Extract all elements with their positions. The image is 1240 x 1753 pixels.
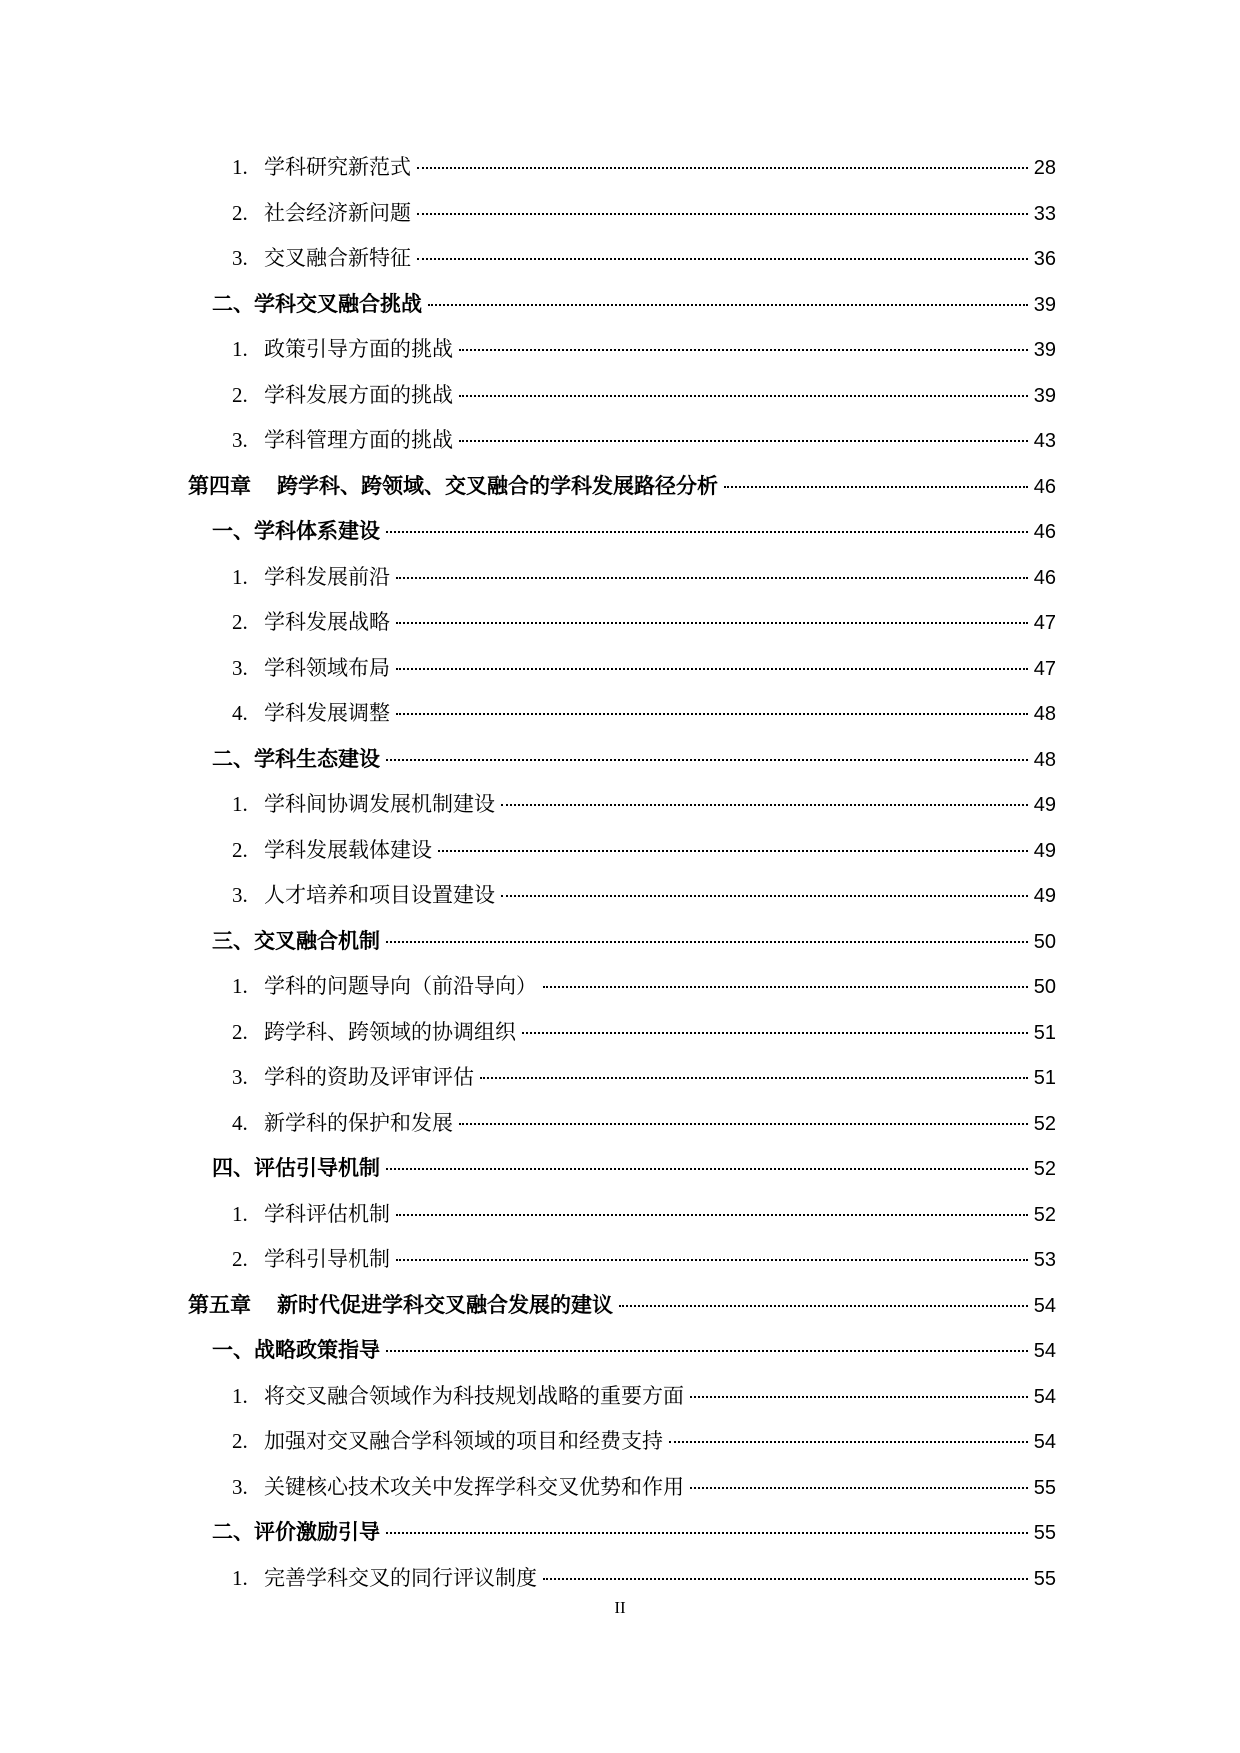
toc-entry-title: 学科间协调发展机制建设 (264, 792, 495, 816)
dot-leader (459, 395, 1028, 397)
toc-subsection-entry[interactable] (232, 555, 1056, 601)
dot-leader (438, 850, 1028, 852)
toc-entry-title: 评价激励引导 (254, 1520, 380, 1544)
toc-entry-title: 评估引导机制 (254, 1156, 380, 1180)
toc-entry-page: 49 (1033, 839, 1056, 862)
toc-entry-number: 2. (232, 382, 248, 407)
dot-leader (459, 440, 1028, 442)
dot-leader (386, 531, 1028, 533)
toc-entry-title: 社会经济新问题 (264, 200, 411, 225)
toc-entry-title: 人才培养和项目设置建设 (264, 883, 495, 907)
dot-leader (543, 1578, 1028, 1580)
toc-entry-title: 加强对交叉融合学科领域的项目和经费支持 (264, 1429, 663, 1453)
toc-subsection-entry[interactable] (232, 964, 1056, 1010)
toc-entry-number: 一、 (212, 519, 254, 543)
toc-subsection-entry[interactable] (232, 600, 1056, 646)
toc-entry-number: 二、 (212, 746, 254, 771)
toc-entry-title: 学科交叉融合挑战 (254, 291, 422, 316)
toc-entry-title: 新时代促进学科交叉融合发展的建议 (277, 1292, 613, 1317)
toc-entry-title: 学科管理方面的挑战 (264, 428, 453, 452)
toc-entry-page: 48 (1033, 748, 1056, 771)
dot-leader (690, 1487, 1028, 1489)
toc-chapter-entry[interactable] (188, 1283, 1056, 1329)
toc-entry-title: 跨学科、跨领域的协调组织 (264, 1019, 516, 1044)
toc-entry-title: 将交叉融合领域作为科技规划战略的重要方面 (264, 1383, 684, 1408)
toc-section-entry[interactable] (212, 1146, 1056, 1192)
toc-entry-title: 新学科的保护和发展 (264, 1110, 453, 1135)
dot-leader (396, 713, 1028, 715)
toc-entry-page: 46 (1033, 475, 1056, 498)
dot-leader (386, 1532, 1028, 1534)
toc-subsection-entry[interactable] (232, 1010, 1056, 1056)
toc-entry-title: 学科发展调整 (264, 701, 390, 725)
toc-entry-page: 43 (1033, 430, 1056, 452)
toc-entry-page: 53 (1033, 1249, 1056, 1271)
toc-entry-title: 学科发展战略 (264, 610, 390, 634)
toc-entry-number: 3. (232, 246, 248, 270)
toc-entry-page: 46 (1033, 566, 1056, 589)
toc-entry-number: 3. (232, 428, 248, 452)
toc-subsection-entry[interactable] (232, 1374, 1056, 1420)
toc-subsection-entry[interactable] (232, 1237, 1056, 1283)
toc-subsection-entry[interactable] (232, 1419, 1056, 1465)
toc-subsection-entry[interactable] (232, 646, 1056, 692)
toc-subsection-entry[interactable] (232, 327, 1056, 373)
dot-leader (501, 804, 1028, 806)
dot-leader (386, 1168, 1028, 1170)
toc-entry-title: 交叉融合新特征 (264, 246, 411, 270)
dot-leader (480, 1077, 1028, 1079)
toc-subsection-entry[interactable] (232, 1465, 1056, 1511)
toc-entry-page: 51 (1033, 1067, 1056, 1089)
dot-leader (690, 1396, 1028, 1398)
toc-entry-number: 2. (232, 1429, 248, 1453)
toc-entry-number: 1. (232, 564, 248, 589)
toc-subsection-entry[interactable] (232, 691, 1056, 737)
toc-entry-number: 2. (232, 837, 248, 862)
toc-entry-page: 54 (1033, 1294, 1056, 1317)
toc-entry-page: 49 (1033, 885, 1056, 907)
toc-entry-number: 一、 (212, 1338, 254, 1362)
toc-section-entry[interactable] (212, 282, 1056, 328)
toc-entry-page: 47 (1033, 657, 1056, 680)
toc-entry-page: 51 (1033, 1021, 1056, 1044)
dot-leader (724, 486, 1028, 488)
toc-entry-title: 学科评估机制 (264, 1201, 390, 1226)
toc-section-entry[interactable] (212, 1510, 1056, 1556)
toc-subsection-entry[interactable] (232, 1192, 1056, 1238)
toc-entry-number: 1. (232, 974, 248, 998)
toc-entry-page: 33 (1033, 202, 1056, 225)
toc-entry-number: 3. (232, 1065, 248, 1089)
dot-leader (417, 258, 1028, 260)
toc-subsection-entry[interactable] (232, 145, 1056, 191)
toc-entry-title: 关键核心技术攻关中发挥学科交叉优势和作用 (264, 1474, 684, 1499)
page-number: II (614, 1598, 626, 1617)
dot-leader (396, 1259, 1028, 1261)
dot-leader (386, 1350, 1028, 1352)
dot-leader (386, 941, 1028, 943)
dot-leader (386, 759, 1028, 761)
toc-entry-number: 2. (232, 610, 248, 634)
toc-entry-page: 54 (1033, 1431, 1056, 1453)
toc-entry-number: 四、 (212, 1156, 254, 1180)
dot-leader (396, 668, 1028, 670)
toc-entry-number: 2. (232, 1247, 248, 1271)
toc-subsection-entry[interactable] (232, 782, 1056, 828)
dot-leader (459, 349, 1028, 351)
toc-entry-page: 55 (1033, 1476, 1056, 1499)
dot-leader (396, 577, 1028, 579)
toc-entry-number: 1. (232, 1201, 248, 1226)
toc-entry-page: 39 (1033, 339, 1056, 361)
toc-entry-page: 28 (1033, 157, 1056, 179)
toc-entry-page: 49 (1033, 794, 1056, 816)
dot-leader (459, 1123, 1028, 1125)
toc-entry-page: 55 (1033, 1567, 1056, 1590)
dot-leader (543, 986, 1028, 988)
dot-leader (428, 304, 1028, 306)
toc-section-entry[interactable] (212, 919, 1056, 965)
toc-entry-page: 39 (1033, 293, 1056, 316)
toc-subsection-entry[interactable] (232, 236, 1056, 282)
dot-leader (619, 1305, 1028, 1307)
toc-subsection-entry[interactable] (232, 828, 1056, 874)
toc-entry-number: 1. (232, 337, 248, 361)
toc-entry-page: 55 (1033, 1522, 1056, 1544)
toc-entry-number: 3. (232, 1474, 248, 1499)
toc-entry-number: 3. (232, 883, 248, 907)
toc-entry-number: 1. (232, 1565, 248, 1590)
toc-entry-number: 二、 (212, 291, 254, 316)
dot-leader (396, 622, 1028, 624)
toc-entry-title: 学科发展载体建设 (264, 837, 432, 862)
toc-entry-page: 47 (1033, 612, 1056, 634)
toc-subsection-entry[interactable] (232, 418, 1056, 464)
toc-entry-page: 46 (1033, 521, 1056, 543)
toc-entry-title: 学科研究新范式 (264, 155, 411, 179)
toc-chapter-entry[interactable] (188, 464, 1056, 510)
toc-entry-title: 学科生态建设 (254, 746, 380, 771)
toc-entry-page: 50 (1033, 976, 1056, 998)
toc-entry-number: 1. (232, 155, 248, 179)
toc-section-entry[interactable] (212, 509, 1056, 555)
toc-entry-number: 第五章 (188, 1292, 251, 1317)
toc-entry-title: 学科的资助及评审评估 (264, 1065, 474, 1089)
toc-entry-page: 48 (1033, 703, 1056, 725)
toc-entry-number: 二、 (212, 1520, 254, 1544)
toc-entry-page: 50 (1033, 930, 1056, 953)
toc-entry-page: 52 (1033, 1203, 1056, 1226)
table-of-contents (0, 145, 1240, 1601)
toc-entry-page: 52 (1033, 1158, 1056, 1180)
toc-entry-title: 学科引导机制 (264, 1247, 390, 1271)
toc-entry-title: 学科的问题导向（前沿导向） (264, 974, 537, 998)
dot-leader (522, 1032, 1028, 1034)
toc-subsection-entry[interactable] (232, 1101, 1056, 1147)
dot-leader (417, 167, 1028, 169)
toc-entry-number: 第四章 (188, 473, 251, 498)
dot-leader (417, 213, 1028, 215)
toc-entry-number: 三、 (212, 928, 254, 953)
toc-entry-title: 学科发展前沿 (264, 564, 390, 589)
toc-entry-title: 政策引导方面的挑战 (264, 337, 453, 361)
toc-entry-title: 跨学科、跨领域、交叉融合的学科发展路径分析 (277, 473, 718, 498)
toc-entry-number: 3. (232, 655, 248, 680)
toc-section-entry[interactable] (212, 1328, 1056, 1374)
toc-section-entry[interactable] (212, 737, 1056, 783)
toc-entry-title: 学科体系建设 (254, 519, 380, 543)
toc-subsection-entry[interactable] (232, 1055, 1056, 1101)
toc-entry-title: 学科领域布局 (264, 655, 390, 680)
toc-entry-page: 39 (1033, 384, 1056, 407)
toc-entry-number: 2. (232, 200, 248, 225)
toc-entry-number: 4. (232, 1110, 248, 1135)
dot-leader (501, 895, 1028, 897)
toc-subsection-entry[interactable] (232, 1556, 1056, 1602)
toc-entry-number: 2. (232, 1019, 248, 1044)
toc-entry-title: 完善学科交叉的同行评议制度 (264, 1565, 537, 1590)
toc-subsection-entry[interactable] (232, 191, 1056, 237)
toc-entry-title: 战略政策指导 (254, 1338, 380, 1362)
dot-leader (396, 1214, 1028, 1216)
toc-subsection-entry[interactable] (232, 873, 1056, 919)
toc-entry-page: 54 (1033, 1340, 1056, 1362)
dot-leader (669, 1441, 1028, 1443)
toc-subsection-entry[interactable] (232, 373, 1056, 419)
toc-entry-title: 学科发展方面的挑战 (264, 382, 453, 407)
toc-entry-number: 4. (232, 701, 248, 725)
toc-entry-page: 54 (1033, 1385, 1056, 1408)
toc-entry-number: 1. (232, 1383, 248, 1408)
toc-entry-title: 交叉融合机制 (254, 928, 380, 953)
toc-entry-page: 52 (1033, 1112, 1056, 1135)
toc-entry-number: 1. (232, 792, 248, 816)
toc-entry-page: 36 (1033, 248, 1056, 270)
